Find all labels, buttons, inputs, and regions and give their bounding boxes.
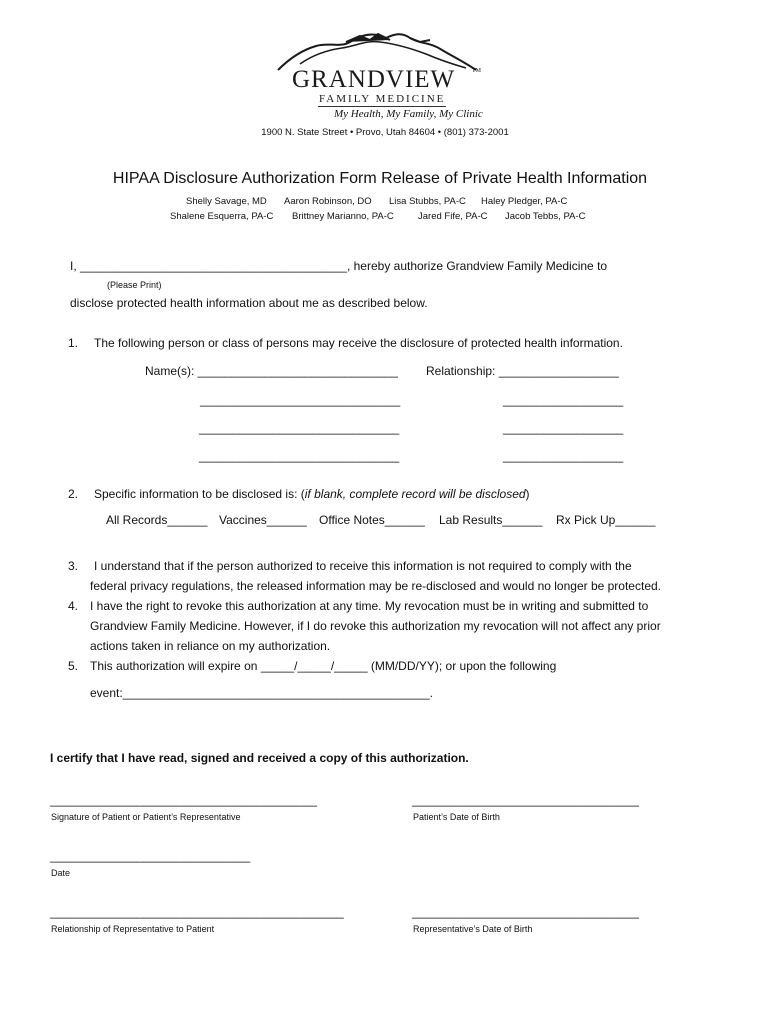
expiration-date-field[interactable]: This authorization will expire on _____/_____/_____ (MM/DD/YY); or upon the following <box>90 659 557 673</box>
item2-text <box>94 487 530 501</box>
staff-name: Jared Fife, PA-C <box>418 211 488 222</box>
option-all-records[interactable]: All Records______ <box>106 513 208 527</box>
form-title: HIPAA Disclosure Authorization Form Release of Private Health Information <box>112 170 648 187</box>
staff-name: Haley Pledger, PA-C <box>481 196 568 207</box>
item-number: 5. <box>68 659 79 673</box>
item-number: 2. <box>68 487 79 501</box>
relationship-rep-label: Relationship of Representative to Patient <box>51 924 215 934</box>
brand-subtitle: FAMILY MEDICINE <box>319 93 446 105</box>
patient-dob-label: Patient’s Date of Birth <box>413 812 500 822</box>
patient-name-line[interactable]: I, ________________________________________, hereby authorize Grandview Family Medicine to <box>70 259 608 273</box>
names-field[interactable]: Name(s): ______________________________ <box>145 364 398 378</box>
signature-label: Signature of Patient or Patient’s Representative <box>51 812 241 822</box>
staff-name: Jacob Tebbs, PA-C <box>505 211 586 222</box>
item4-line: I have the right to revoke this authorization at any time. My revocation must be in writing and submitted to <box>90 599 649 613</box>
relationship-blank[interactable]: __________________ <box>503 449 624 463</box>
brand-name: GRANDVIEW <box>292 66 456 93</box>
patient-dob-line[interactable]: __________________________________ <box>412 793 639 807</box>
relationship-blank[interactable]: __________________ <box>503 421 624 435</box>
option-lab-results[interactable]: Lab Results______ <box>439 513 543 527</box>
item1-text: The following person or class of persons may receive the disclosure of protected health information. <box>94 336 623 350</box>
date-line[interactable]: ______________________________ <box>50 849 251 863</box>
item3-line: I understand that if the person authorized to receive this information is not required to comply with the <box>94 559 632 573</box>
relationship-field[interactable]: Relationship: __________________ <box>426 364 619 378</box>
certification-statement: I certify that I have read, signed and received a copy of this authorization. <box>50 751 469 765</box>
item-number: 1. <box>68 336 79 350</box>
staff-name: Shelly Savage, MD <box>186 196 267 207</box>
brand-underline <box>318 106 446 107</box>
option-office-notes[interactable]: Office Notes______ <box>319 513 425 527</box>
staff-name: Brittney Marianno, PA-C <box>292 211 394 222</box>
item-number: 3. <box>68 559 79 573</box>
clinic-address: 1900 N. State Street • Provo, Utah 84604 • (801) 373-2001 <box>261 127 509 138</box>
item2-italic-note: if blank, complete record will be disclosed <box>304 487 526 501</box>
please-print-note: (Please Print) <box>107 280 162 290</box>
brand-tagline: My Health, My Family, My Clinic <box>334 108 483 120</box>
item-number: 4. <box>68 599 79 613</box>
staff-name: Shalene Esquerra, PA-C <box>170 211 274 222</box>
relationship-rep-line[interactable]: ____________________________________________ <box>50 905 344 919</box>
item4-line: Grandview Family Medicine. However, if I do revoke this authorization my revocation will not affect any prior <box>90 619 661 633</box>
item3-line: federal privacy regulations, the released information may be re-disclosed and would no longer be protected. <box>90 579 661 593</box>
date-label: Date <box>51 868 71 878</box>
signature-line[interactable]: ________________________________________ <box>50 793 317 807</box>
item4-line: actions taken in reliance on my authorization. <box>90 639 331 653</box>
name-blank[interactable]: ______________________________ <box>200 393 401 407</box>
rep-dob-label: Representative’s Date of Birth <box>413 924 533 934</box>
option-vaccines[interactable]: Vaccines______ <box>219 513 307 527</box>
name-blank[interactable]: ______________________________ <box>199 449 400 463</box>
name-blank[interactable]: ______________________________ <box>199 421 400 435</box>
staff-name: Lisa Stubbs, PA-C <box>389 196 466 207</box>
item2-close: ) <box>525 487 530 501</box>
intro-text: disclose protected health information about me as described below. <box>70 296 428 310</box>
expiration-event-field[interactable]: event:______________________________________________. <box>90 686 434 700</box>
staff-name: Aaron Robinson, DO <box>284 196 372 207</box>
rep-dob-line[interactable]: __________________________________ <box>412 905 639 919</box>
relationship-blank[interactable]: __________________ <box>503 393 624 407</box>
option-rx-pickup[interactable]: Rx Pick Up______ <box>556 513 656 527</box>
item2-lead: Specific information to be disclosed is: ( <box>94 487 305 501</box>
trademark: TM <box>472 68 481 74</box>
